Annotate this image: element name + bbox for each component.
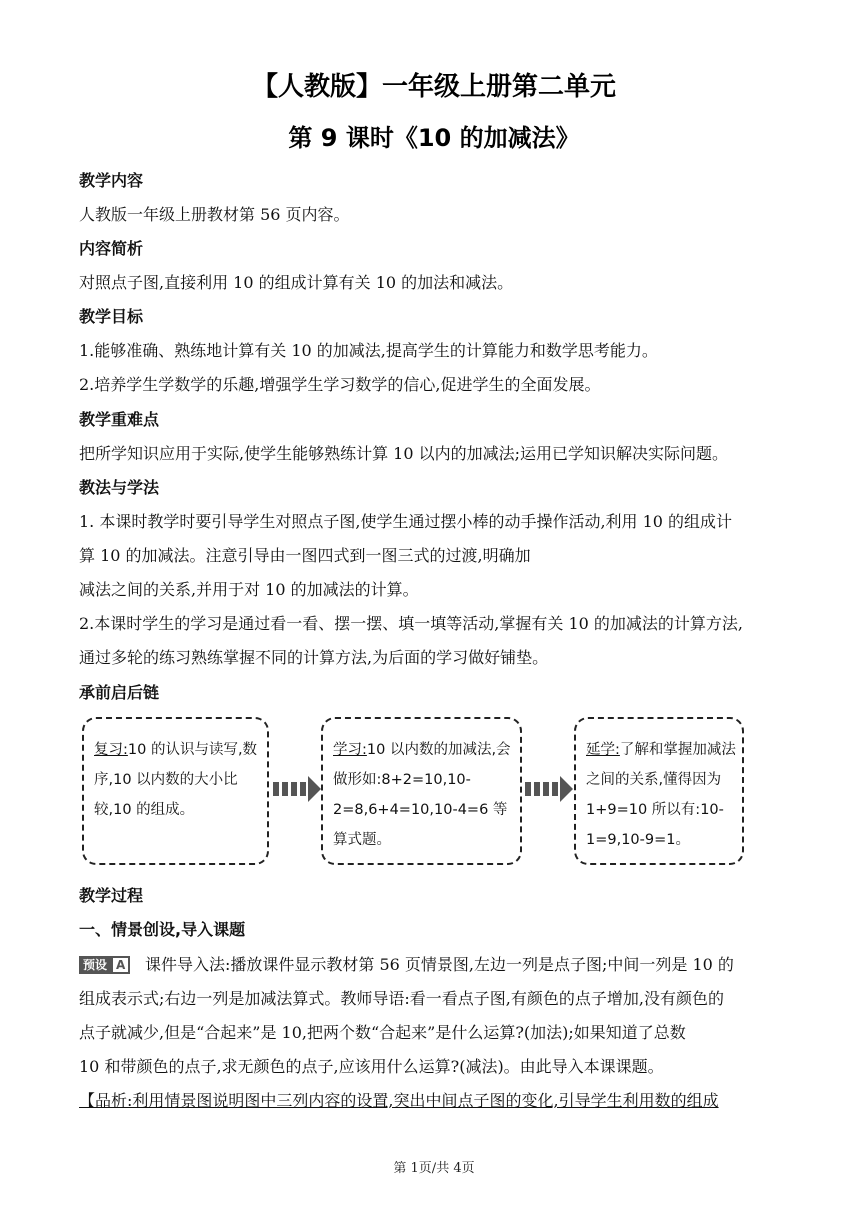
content-text: 人教版一年级上册教材第 56 页内容。	[79, 205, 350, 224]
chain-box-extend	[574, 717, 744, 865]
preset-a-badge	[79, 956, 130, 974]
chain-box-learn-label: 学习:	[333, 742, 367, 758]
section-heading-chain: 承前启后链	[79, 683, 160, 702]
chain-box-extend-text: 延学:了解和掌握加减法之间的关系,懂得因为 1+9=10 所以有:10-1=9,10-9=1。	[586, 742, 736, 848]
analysis-text: 对照点子图,直接利用 10 的组成计算有关 10 的加法和减法。	[79, 273, 514, 292]
method-text: 通过多轮的练习熟练掌握不同的计算方法,为后面的学习做好铺垫。	[79, 648, 549, 667]
process-paragraph: 点子就减少,但是“合起来”是 10,把两个数“合起来”是什么运算?(加法);如果知道了总数	[79, 1023, 686, 1042]
page-footer: 第 1页/共 4页	[393, 1161, 475, 1176]
step-heading: 一、情景创设,导入课题	[79, 920, 246, 939]
goal-item: 1.能够准确、熟练地计算有关 10 的加减法,提高学生的计算能力和数学思考能力。	[79, 341, 658, 360]
goal-item: 2.培养学生学数学的乐趣,增强学生学习数学的信心,促进学生的全面发展。	[79, 375, 601, 394]
key-points-text: 把所学知识应用于实际,使学生能够熟练计算 10 以内的加减法;运用已学知识解决实际问题。	[79, 444, 729, 463]
chain-arrow-icon	[273, 776, 321, 802]
method-text: 2.本课时学生的学习是通过看一看、摆一摆、填一填等活动,掌握有关 10 的加减法的计算方法,	[79, 614, 743, 633]
chain-box-learn	[321, 717, 522, 865]
process-paragraph: 课件导入法:播放课件显示教材第 56 页情景图,左边一列是点子图;中间一列是 10 的	[145, 955, 734, 974]
chain-box-review	[82, 717, 269, 865]
section-heading-goals: 教学目标	[79, 307, 144, 326]
process-paragraph: 组成表示式;右边一列是加减法算式。教师导语:看一看点子图,有颜色的点子增加,没有颜色的	[79, 989, 724, 1008]
document-title: 【人教版】一年级上册第二单元	[251, 72, 616, 102]
method-text: 算 10 的加减法。注意引导由一图四式到一图三式的过渡,明确加	[79, 546, 531, 565]
chain-box-extend-label: 延学:	[586, 742, 620, 758]
chain-arrow-icon	[525, 776, 573, 802]
section-heading-process: 教学过程	[79, 886, 144, 905]
method-text: 减法之间的关系,并用于对 10 的加减法的计算。	[79, 580, 419, 599]
chain-box-review-label: 复习:	[94, 742, 128, 758]
section-heading-analysis: 内容简析	[79, 239, 144, 258]
preset-badge-label: 预设	[79, 956, 111, 974]
section-heading-methods: 教法与学法	[79, 478, 160, 497]
chain-box-review-text: 复习:10 的认识与读写,数序,10 以内数的大小比较,10 的组成。	[94, 742, 258, 818]
lesson-title: 第 9 课时《10 的加减法》	[288, 124, 580, 152]
section-heading-key-points: 教学重难点	[79, 410, 160, 429]
section-heading-content: 教学内容	[79, 171, 144, 190]
analysis-note: 【品析:利用情景图说明图中三列内容的设置,突出中间点子图的变化,引导学生利用数的组成	[79, 1091, 719, 1110]
method-text: 1. 本课时教学时要引导学生对照点子图,使学生通过摆小棒的动手操作活动,利用 10 的组成计	[79, 512, 733, 531]
chain-box-learn-text: 学习:10 以内数的加减法,会做形如:8+2=10,10-2=8,6+4=10,10-4=6 等算式题。	[333, 742, 511, 848]
process-paragraph: 10 和带颜色的点子,求无颜色的点子,应该用什么运算?(减法)。由此导入本课课题。	[79, 1057, 664, 1076]
preset-badge-letter: A	[111, 956, 130, 974]
